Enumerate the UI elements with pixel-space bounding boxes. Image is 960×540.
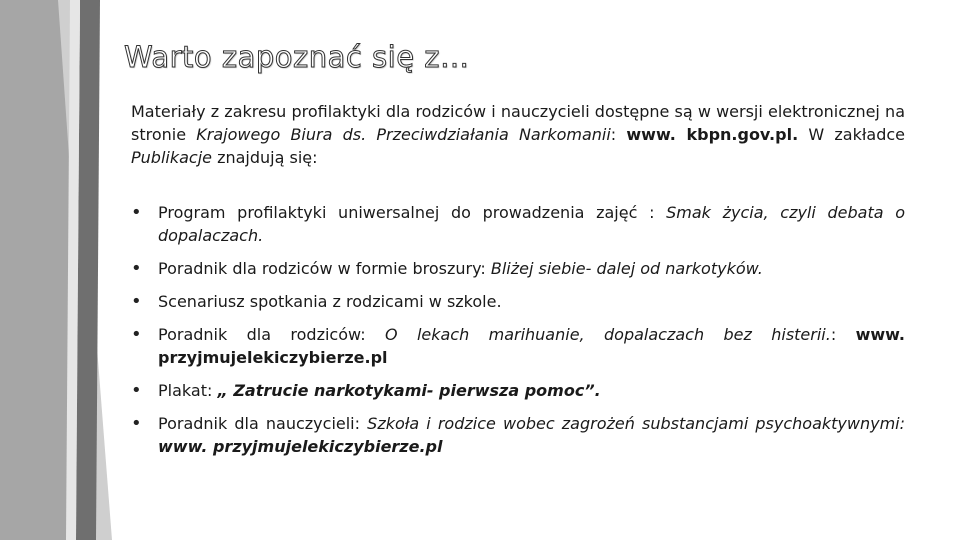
bullet-icon: • bbox=[131, 380, 142, 401]
intro-tab-name: Publikacje bbox=[131, 148, 212, 167]
item-text: Plakat: bbox=[158, 381, 218, 400]
stripe-darkest bbox=[76, 0, 100, 540]
intro-text-5: W zakładce bbox=[798, 125, 905, 144]
list-item bbox=[131, 290, 905, 313]
publications-list bbox=[131, 201, 905, 458]
intro-text-1: Materiały z zakresu profilaktyki dla rodziców i nauczycieli dostępne są w wersji elektronicznej na stronie bbox=[131, 102, 905, 144]
slide-title: Warto zapoznać się z… bbox=[124, 40, 470, 74]
bullet-icon: • bbox=[131, 291, 142, 312]
item-title: „ Zatrucie narkotykami- pierwsza pomoc”. bbox=[217, 381, 601, 400]
intro-text-3: : bbox=[610, 125, 627, 144]
intro-paragraph bbox=[131, 100, 905, 169]
list-item bbox=[131, 323, 905, 369]
item-title: Szkoła i rodzice wobec zagrożeń substancjami psychoaktywnymi: bbox=[367, 414, 906, 433]
item-text: Poradnik dla nauczycieli: bbox=[158, 414, 368, 433]
item-text: Scenariusz spotkania z rodzicami w szkole. bbox=[158, 292, 502, 311]
bullet-icon: • bbox=[131, 324, 142, 345]
intro-org-name: Krajowego Biura ds. Przeciwdziałania Narkomanii bbox=[196, 125, 611, 144]
slide-content bbox=[131, 100, 905, 468]
item-text: Poradnik dla rodziców: bbox=[158, 325, 385, 344]
bullet-icon: • bbox=[131, 258, 142, 279]
bullet-icon: • bbox=[131, 202, 142, 223]
bullet-icon: • bbox=[131, 413, 142, 434]
item-title: Smak życia, czyli debata o dopalaczach. bbox=[158, 203, 905, 245]
intro-text-7: znajdują się: bbox=[212, 148, 318, 167]
item-text-2: : bbox=[830, 325, 856, 344]
item-title: Bliżej siebie- dalej od narkotyków. bbox=[490, 259, 763, 278]
list-item bbox=[131, 257, 905, 280]
item-text: Program profilaktyki uniwersalnej do prowadzenia zajęć : bbox=[158, 203, 667, 222]
decorative-side-stripes bbox=[0, 0, 120, 540]
list-item bbox=[131, 201, 905, 247]
item-text: Poradnik dla rodziców w formie broszury: bbox=[158, 259, 491, 278]
list-item bbox=[131, 412, 905, 458]
list-item bbox=[131, 379, 905, 402]
item-url: www. przyjmujelekiczybierze.pl bbox=[158, 325, 906, 367]
item-title: O lekach marihuanie, dopalaczach bez histerii. bbox=[384, 325, 831, 344]
item-url: www. przyjmujelekiczybierze.pl bbox=[158, 437, 443, 456]
intro-url: www. kbpn.gov.pl. bbox=[626, 125, 799, 144]
